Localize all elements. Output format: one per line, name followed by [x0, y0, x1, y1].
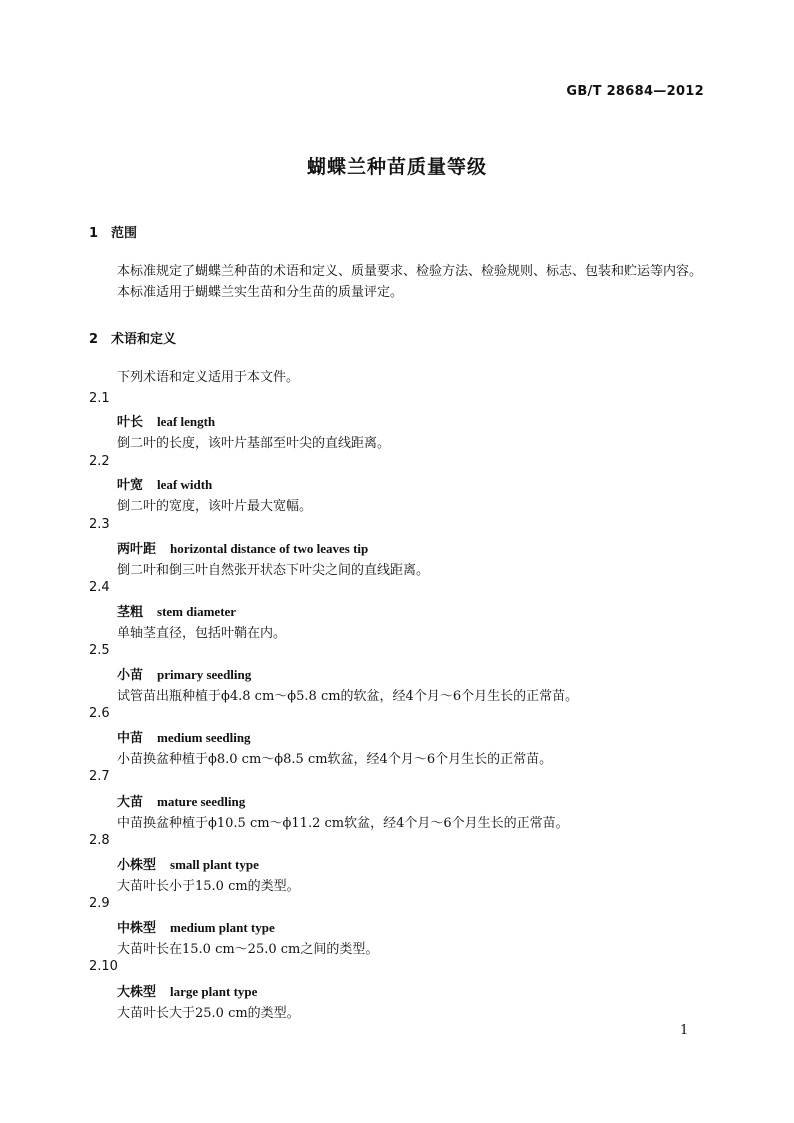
term-number: 2.3: [89, 517, 110, 532]
term-definition: 大苗叶长大于25.0 cm的类型。: [117, 1006, 300, 1021]
term-zh: 小株型: [117, 858, 157, 873]
term-en: stem diameter: [157, 604, 237, 619]
term-definition: 单轴茎直径，包括叶鞘在内。: [117, 626, 287, 641]
term-en: large plant type: [170, 984, 258, 999]
standard-number: GB/T 28684—2012: [566, 84, 704, 99]
term-zh: 小苗: [117, 668, 144, 683]
term-definition: 倒二叶的宽度，该叶片最大宽幅。: [117, 499, 313, 514]
term-number: 2.6: [89, 706, 110, 721]
term-heading: [117, 538, 368, 557]
document-title: 蝴蝶兰种苗质量等级: [306, 156, 487, 178]
term-zh: 叶宽: [117, 478, 144, 493]
term-en: horizontal distance of two leaves tip: [170, 541, 369, 556]
term-number: 2.4: [89, 580, 110, 595]
term-heading: [117, 411, 215, 430]
term-en: medium seedling: [157, 730, 251, 745]
term-heading: [117, 854, 259, 873]
term-number: 2.9: [89, 896, 110, 911]
term-number: 2.1: [89, 391, 110, 406]
term-heading: [117, 664, 251, 683]
term-en: medium plant type: [170, 920, 275, 935]
term-en: leaf width: [157, 477, 213, 492]
term-en: mature seedling: [157, 794, 246, 809]
term-definition: 试管苗出瓶种植于ϕ4.8 cm～ϕ5.8 cm的软盆，经4个月～6个月生长的正常苗。: [117, 689, 579, 704]
term-en: small plant type: [170, 857, 259, 872]
term-en: primary seedling: [157, 667, 252, 682]
term-definition: 大苗叶长在15.0 cm～25.0 cm之间的类型。: [117, 942, 379, 957]
term-heading: [117, 791, 245, 810]
section-number: 1: [89, 226, 99, 241]
term-number: 2.7: [89, 769, 110, 784]
section-1-paragraph: 本标准适用于蝴蝶兰实生苗和分生苗的质量评定。: [117, 285, 404, 300]
term-heading: [117, 474, 212, 493]
term-en: leaf length: [157, 414, 216, 429]
page-number: 1: [680, 1023, 689, 1038]
term-zh: 两叶距: [117, 542, 157, 557]
section-2-intro: 下列术语和定义适用于本文件。: [117, 370, 300, 385]
term-number: 2.2: [89, 454, 110, 469]
term-definition: 倒二叶和倒三叶自然张开状态下叶尖之间的直线距离。: [117, 563, 430, 578]
term-heading: [117, 981, 257, 1000]
term-number: 2.10: [89, 959, 118, 974]
term-definition: 小苗换盆种植于ϕ8.0 cm～ϕ8.5 cm软盆，经4个月～6个月生长的正常苗。: [117, 752, 553, 767]
term-zh: 大苗: [117, 795, 144, 810]
term-heading: [117, 601, 236, 620]
term-definition: 倒二叶的长度，该叶片基部至叶尖的直线距离。: [117, 436, 391, 451]
section-1-heading: [89, 222, 137, 241]
term-zh: 叶长: [117, 415, 144, 430]
term-zh: 茎粗: [117, 605, 144, 620]
section-title: 范围: [111, 226, 138, 241]
term-zh: 中株型: [117, 921, 157, 936]
section-title: 术语和定义: [111, 332, 177, 347]
term-number: 2.5: [89, 643, 110, 658]
term-zh: 中苗: [117, 731, 144, 746]
section-number: 2: [89, 332, 99, 347]
term-heading: [117, 727, 251, 746]
term-definition: 大苗叶长小于15.0 cm的类型。: [117, 879, 300, 894]
section-2-heading: [89, 328, 176, 347]
term-heading: [117, 917, 275, 936]
term-number: 2.8: [89, 833, 110, 848]
term-definition: 中苗换盆种植于ϕ10.5 cm～ϕ11.2 cm软盆，经4个月～6个月生长的正常苗。: [117, 816, 569, 831]
term-zh: 大株型: [117, 985, 157, 1000]
section-1-paragraph: 本标准规定了蝴蝶兰种苗的术语和定义、质量要求、检验方法、检验规则、标志、包装和贮运等内容。: [117, 264, 703, 279]
